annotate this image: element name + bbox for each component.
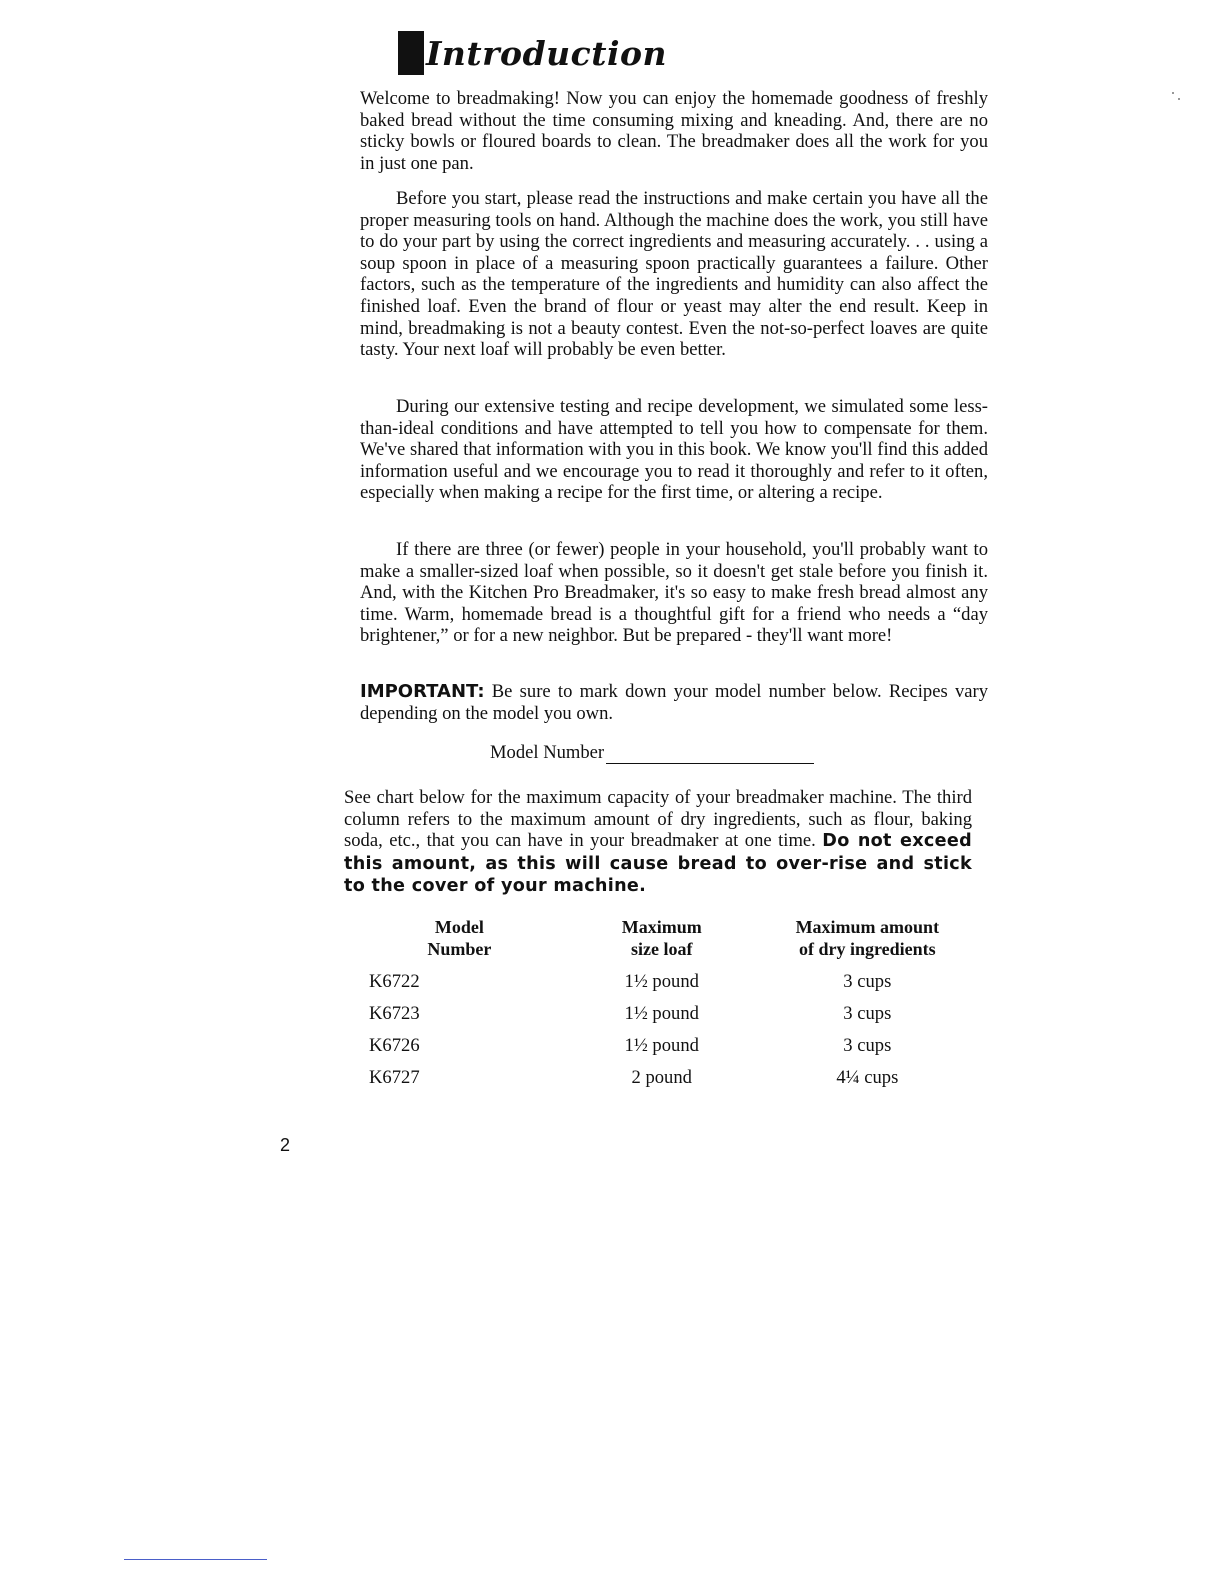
scan-speck: [1172, 92, 1174, 94]
intro-paragraph-3: During our extensive testing and recipe development, we simulated some less-than-ideal conditions and have attempted to tell you how to compensate for them. We've shared that information with you in this book. We know you'll find this added information useful and we encourage you to read it thoroughly and refer to it often, especially when making a recipe for the first time, or altering a recipe.: [360, 396, 988, 504]
cell-model: K6726: [369, 1035, 420, 1056]
chart-intro-paragraph: [344, 787, 972, 898]
table-header-row: [355, 916, 975, 966]
cell-dry: 3 cups: [843, 1003, 892, 1024]
model-number-label: Model Number: [490, 742, 605, 763]
cell-model: K6723: [369, 1003, 420, 1024]
model-number-field: [490, 742, 814, 764]
scan-speck: [1178, 98, 1180, 100]
model-number-blank-line: [606, 743, 814, 764]
table-row: [355, 998, 975, 1030]
cell-dry: 3 cups: [843, 971, 892, 992]
header-model-number: Model Number: [427, 917, 492, 959]
section-heading: [398, 28, 667, 78]
intro-paragraph-1: Welcome to breadmaking! Now you can enjoy the homemade goodness of freshly baked bread without the time consuming mixing and kneading. And, there are no sticky bowls or floured boards to clean. The breadmaker does all the work for you in just one pan.: [360, 88, 988, 174]
chart-intro-text: See chart below for the maximum capacity of your breadmaker machine. The third column refers to the maximum amount of dry ingredients, such as flour, baking soda, etc., that you can have in your breadmaker at one time.: [344, 787, 972, 852]
heading-bar-mark: [398, 31, 424, 75]
intro-paragraph-4: If there are three (or fewer) people in your household, you'll probably want to make a smaller-sized loaf when possible, so it doesn't get stale before you finish it. And, with the Kitchen Pro Breadmaker, it's so easy to make fresh bread almost any time. Warm, homemade bread is a thoughtful gift for a friend who needs a “day brightener,” or for a new neighbor. But be prepared - they'll want more!: [360, 539, 988, 647]
table-row: [355, 966, 975, 998]
page-title: Introduction: [426, 33, 668, 73]
header-max-dry-ingredients: Maximum amount of dry ingredients: [795, 917, 940, 959]
page-number: 2: [280, 1135, 291, 1155]
chart-warning-text: Do not exceed this amount, as this will cause bread to over-rise and stick to the cover of your machine.: [344, 831, 972, 897]
cell-size: 2 pound: [631, 1067, 692, 1088]
intro-paragraph-2: Before you start, please read the instructions and make certain you have all the proper measuring tools on hand. Although the machine does the work, you still have to do your part by using the correct ingredients and measuring accurately. . . using a soup spoon in place of a measuring spoon practically guarantees a failure. Other factors, such as the temperature of the ingredients and humidity can also affect the finished loaf. Even the brand of flour or yeast may alter the end result. Keep in mind, breadmaking is not a beauty contest. Even the not-so-perfect loaves are quite tasty. Your next loaf will probably be even better.: [360, 188, 988, 361]
capacity-table: [355, 916, 975, 1094]
cell-model: K6722: [369, 971, 420, 992]
header-max-size-loaf: Maximum size loaf: [621, 917, 702, 959]
table-row: [355, 1062, 975, 1094]
important-text: Be sure to mark down your model number below. Recipes vary depending on the model you own.: [360, 681, 988, 724]
cell-size: 1½ pound: [624, 1003, 699, 1024]
bottom-edge-rule: [124, 1559, 267, 1560]
cell-model: K6727: [369, 1067, 420, 1088]
table-row: [355, 1030, 975, 1062]
cell-size: 1½ pound: [624, 1035, 699, 1056]
cell-dry: 4¼ cups: [836, 1067, 899, 1088]
cell-size: 1½ pound: [624, 971, 699, 992]
important-note: [360, 681, 988, 724]
important-label: IMPORTANT:: [360, 681, 485, 702]
cell-dry: 3 cups: [843, 1035, 892, 1056]
